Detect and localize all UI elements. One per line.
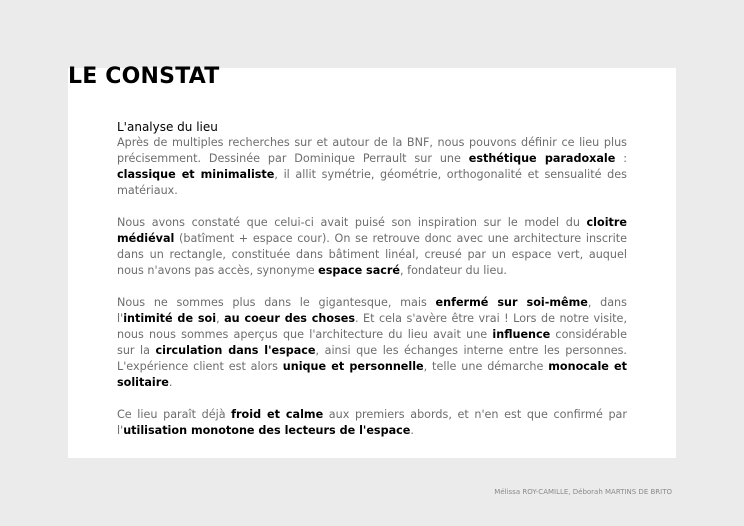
body-text: Nous ne sommes plus dans le gigantesque, mais [117, 296, 436, 309]
body-text: , il allit symétrie, géométrie, orthogonalité et sensualité des matériaux. [117, 168, 627, 197]
emphasis-text: utilisation monotone des lecteurs de l'espace [123, 424, 411, 437]
body-text: , [216, 312, 225, 325]
emphasis-text: esthétique paradoxale [468, 152, 616, 165]
body-text: , telle une démarche [423, 360, 549, 373]
body-text: . [168, 376, 173, 389]
paragraph-2 [117, 215, 627, 279]
body-text: : [615, 152, 627, 165]
body-text: , fondateur du lieu. [400, 264, 507, 277]
body-text: . Et cela s'avère être vrai ! Lors de notre visite, nous nous sommes aperçus que l'architecture du lieu avait une [117, 312, 627, 341]
emphasis-text: influence [492, 328, 551, 341]
body-text: , dans l' [117, 296, 627, 325]
body-text: Nous avons constaté que celui-ci avait puisé son inspiration sur le model du [117, 216, 587, 229]
body-text: Ce lieu paraît déjà [117, 408, 232, 421]
body-text: aux premiers abords, et n'en est que confirmé par l' [117, 408, 627, 437]
body-text: . [410, 424, 414, 437]
section-heading: L'analyse du lieu [117, 120, 218, 134]
emphasis-text: intimité de soi [123, 312, 217, 325]
body-text: , ainsi que les échanges interne entre les personnes. L'expérience client est alors [117, 344, 627, 373]
body-text: considérable sur la [117, 328, 627, 357]
analysis-section [117, 119, 627, 455]
paragraph-1 [117, 135, 627, 199]
body-text: (batîment + espace cour). On se retrouve donc avec une architecture inscrite dans un rectangle, constituée dans bâtiment linéal, creusé par un espace vert, auquel nous n'avons pas accès, synonyme [117, 232, 627, 277]
emphasis-text: classique et minimaliste [117, 168, 275, 181]
body-text: Après de multiples recherches sur et autour de la BNF, nous pouvons définir ce lieu plus précisemment. Dessinée par Dominique Perrault sur une [117, 136, 627, 165]
emphasis-text: espace sacré [318, 264, 401, 277]
emphasis-text: froid et calme [231, 408, 324, 421]
emphasis-text: au coeur des choses [224, 312, 355, 325]
footer-credit: Mélissa ROY-CAMILLE, Déborah MARTINS DE BRITO [494, 488, 672, 496]
emphasis-text: cloitre médiéval [117, 216, 627, 245]
emphasis-text: unique et personnelle [282, 360, 424, 373]
paragraph-4 [117, 407, 627, 439]
paragraph-3 [117, 295, 627, 391]
emphasis-text: monocale et solitaire [117, 360, 627, 389]
emphasis-text: circulation dans l'espace [155, 344, 316, 357]
page-title: LE CONSTAT [68, 64, 220, 89]
emphasis-text: enfermé sur soi-même [435, 296, 588, 309]
